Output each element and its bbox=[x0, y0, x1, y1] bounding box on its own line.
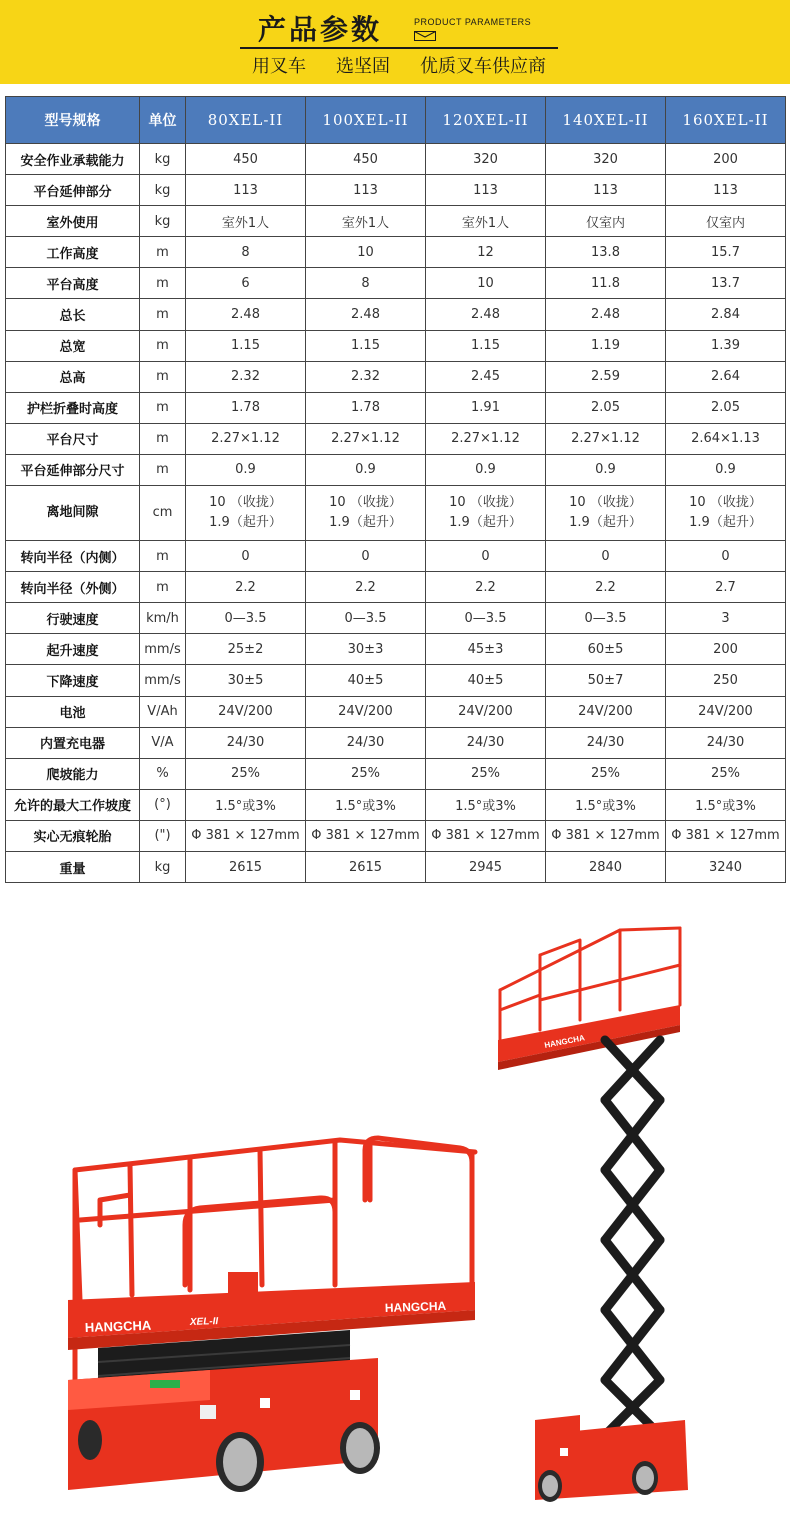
table-row bbox=[6, 330, 786, 361]
cell-line: 1.9（起升） bbox=[209, 515, 282, 531]
table-cell: 2.84 bbox=[666, 299, 786, 330]
brand-label: HANGCHA bbox=[84, 1317, 152, 1335]
row-label: 下降速度 bbox=[6, 665, 140, 696]
row-label: 工作高度 bbox=[6, 237, 140, 268]
raised-lift-image bbox=[498, 928, 688, 1502]
row-label: 实心无痕轮胎 bbox=[6, 820, 140, 851]
table-cell: 2.2 bbox=[426, 572, 546, 603]
table-cell: 0—3.5 bbox=[306, 603, 426, 634]
row-unit: mm/s bbox=[140, 634, 186, 665]
table-cell: 25% bbox=[426, 758, 546, 789]
table-cell: 113 bbox=[186, 175, 306, 206]
table-cell: 25% bbox=[666, 758, 786, 789]
table-cell: 0 bbox=[666, 541, 786, 572]
table-cell: 30±3 bbox=[306, 634, 426, 665]
row-unit: (°) bbox=[140, 789, 186, 820]
envelope-icon bbox=[414, 31, 436, 41]
table-cell: 2.2 bbox=[546, 572, 666, 603]
table-cell: 2.05 bbox=[546, 392, 666, 423]
table-cell: 200 bbox=[666, 144, 786, 175]
product-illustration bbox=[0, 900, 790, 1538]
row-label: 室外使用 bbox=[6, 206, 140, 237]
table-row bbox=[6, 299, 786, 330]
table-cell: 1.39 bbox=[666, 330, 786, 361]
table-row bbox=[6, 541, 786, 572]
table-cell: 0 bbox=[186, 541, 306, 572]
table-cell bbox=[426, 486, 546, 541]
table-cell: 113 bbox=[426, 175, 546, 206]
table-cell: 2.48 bbox=[546, 299, 666, 330]
table-cell: 45±3 bbox=[426, 634, 546, 665]
table-cell: 1.5°或3% bbox=[666, 789, 786, 820]
title-divider bbox=[240, 47, 558, 49]
table-cell: 2615 bbox=[186, 851, 306, 882]
row-label: 安全作业承载能力 bbox=[6, 144, 140, 175]
table-cell: 200 bbox=[666, 634, 786, 665]
table-cell: 1.78 bbox=[306, 392, 426, 423]
table-cell: 113 bbox=[666, 175, 786, 206]
table-cell: 0.9 bbox=[666, 454, 786, 485]
table-cell: Φ 381 × 127mm bbox=[186, 820, 306, 851]
table-row bbox=[6, 603, 786, 634]
table-cell: 3240 bbox=[666, 851, 786, 882]
table-cell: 仅室内 bbox=[546, 206, 666, 237]
table-cell: 1.5°或3% bbox=[546, 789, 666, 820]
table-row bbox=[6, 206, 786, 237]
row-label: 总宽 bbox=[6, 330, 140, 361]
table-cell: Φ 381 × 127mm bbox=[306, 820, 426, 851]
table-cell: 0.9 bbox=[426, 454, 546, 485]
table-cell: 24/30 bbox=[426, 727, 546, 758]
table-row bbox=[6, 572, 786, 603]
table-row bbox=[6, 268, 786, 299]
row-label: 允许的最大工作坡度 bbox=[6, 789, 140, 820]
row-unit: (") bbox=[140, 820, 186, 851]
table-cell: 2.27×1.12 bbox=[546, 423, 666, 454]
table-cell: 2840 bbox=[546, 851, 666, 882]
row-label: 起升速度 bbox=[6, 634, 140, 665]
slogan-2: 选坚固 bbox=[336, 56, 390, 77]
table-row bbox=[6, 454, 786, 485]
header-model: 120XEL-II bbox=[426, 97, 546, 144]
table-cell: 2.7 bbox=[666, 572, 786, 603]
table-cell: 2.05 bbox=[666, 392, 786, 423]
table-row bbox=[6, 789, 786, 820]
table-cell: 室外1人 bbox=[186, 206, 306, 237]
table-cell: 0—3.5 bbox=[186, 603, 306, 634]
table-cell: 24/30 bbox=[186, 727, 306, 758]
row-unit: m bbox=[140, 268, 186, 299]
table-cell: 8 bbox=[306, 268, 426, 299]
table-cell: 2.27×1.12 bbox=[186, 423, 306, 454]
table-cell: 3 bbox=[666, 603, 786, 634]
table-cell: 0 bbox=[426, 541, 546, 572]
table-cell: 24V/200 bbox=[546, 696, 666, 727]
table-cell: 2.48 bbox=[186, 299, 306, 330]
table-cell: 2.27×1.12 bbox=[306, 423, 426, 454]
table-cell: 25±2 bbox=[186, 634, 306, 665]
row-unit: V/Ah bbox=[140, 696, 186, 727]
table-row bbox=[6, 727, 786, 758]
row-label: 平台延伸部分 bbox=[6, 175, 140, 206]
table-header-row bbox=[6, 97, 786, 144]
table-row bbox=[6, 144, 786, 175]
table-cell: 15.7 bbox=[666, 237, 786, 268]
table-cell: 0 bbox=[306, 541, 426, 572]
row-unit: kg bbox=[140, 175, 186, 206]
row-label: 重量 bbox=[6, 851, 140, 882]
lowered-lift-image bbox=[68, 1138, 475, 1492]
table-cell: 1.5°或3% bbox=[186, 789, 306, 820]
cell-line: 10 （收拢） bbox=[209, 495, 282, 511]
table-cell: 2.27×1.12 bbox=[426, 423, 546, 454]
cell-line: 1.9（起升） bbox=[689, 515, 762, 531]
table-cell: 24/30 bbox=[666, 727, 786, 758]
row-unit: kg bbox=[140, 144, 186, 175]
table-cell: 113 bbox=[306, 175, 426, 206]
row-label: 离地间隙 bbox=[6, 486, 140, 541]
row-label: 护栏折叠时高度 bbox=[6, 392, 140, 423]
table-cell: 2.45 bbox=[426, 361, 546, 392]
table-cell: 0—3.5 bbox=[546, 603, 666, 634]
header-model: 100XEL-II bbox=[306, 97, 426, 144]
table-cell: 2.48 bbox=[426, 299, 546, 330]
table-cell: 2615 bbox=[306, 851, 426, 882]
row-unit: V/A bbox=[140, 727, 186, 758]
table-cell: 8 bbox=[186, 237, 306, 268]
table-cell bbox=[186, 486, 306, 541]
table-cell: 2.32 bbox=[186, 361, 306, 392]
cell-line: 10 （收拢） bbox=[569, 495, 642, 511]
table-cell: 0.9 bbox=[306, 454, 426, 485]
row-label: 行驶速度 bbox=[6, 603, 140, 634]
row-unit: m bbox=[140, 392, 186, 423]
slogan-row bbox=[240, 52, 558, 78]
slogan-1: 用叉车 bbox=[252, 56, 306, 77]
row-label: 总高 bbox=[6, 361, 140, 392]
row-label: 电池 bbox=[6, 696, 140, 727]
row-unit: kg bbox=[140, 206, 186, 237]
table-cell: 2945 bbox=[426, 851, 546, 882]
table-row bbox=[6, 175, 786, 206]
row-label: 转向半径（内侧） bbox=[6, 541, 140, 572]
table-row bbox=[6, 758, 786, 789]
header-model: 80XEL-II bbox=[186, 97, 306, 144]
row-unit: cm bbox=[140, 486, 186, 541]
table-cell: 113 bbox=[546, 175, 666, 206]
table-cell: 25% bbox=[306, 758, 426, 789]
table-cell: 24V/200 bbox=[306, 696, 426, 727]
table-row bbox=[6, 237, 786, 268]
table-row bbox=[6, 392, 786, 423]
table-cell: 1.15 bbox=[186, 330, 306, 361]
table-cell: 0—3.5 bbox=[426, 603, 546, 634]
table-cell: 2.48 bbox=[306, 299, 426, 330]
table-row bbox=[6, 820, 786, 851]
header-spec: 型号规格 bbox=[6, 97, 140, 144]
header-model: 160XEL-II bbox=[666, 97, 786, 144]
table-cell: 室外1人 bbox=[306, 206, 426, 237]
table-row bbox=[6, 696, 786, 727]
cell-line: 1.9（起升） bbox=[329, 515, 402, 531]
row-label: 转向半径（外侧） bbox=[6, 572, 140, 603]
table-cell: 0 bbox=[546, 541, 666, 572]
table-cell: 1.19 bbox=[546, 330, 666, 361]
table-cell: 2.2 bbox=[306, 572, 426, 603]
row-label: 内置充电器 bbox=[6, 727, 140, 758]
row-unit: km/h bbox=[140, 603, 186, 634]
table-cell: 2.2 bbox=[186, 572, 306, 603]
table-cell: 2.64×1.13 bbox=[666, 423, 786, 454]
table-cell: 6 bbox=[186, 268, 306, 299]
spec-table bbox=[5, 96, 786, 883]
table-cell: 1.5°或3% bbox=[306, 789, 426, 820]
page-subtitle-en: PRODUCT PARAMETERS bbox=[414, 17, 532, 27]
table-row bbox=[6, 423, 786, 454]
table-cell: 1.91 bbox=[426, 392, 546, 423]
row-unit: m bbox=[140, 299, 186, 330]
table-cell: 40±5 bbox=[426, 665, 546, 696]
spec-table-body bbox=[6, 144, 786, 883]
header-model: 140XEL-II bbox=[546, 97, 666, 144]
table-cell: 1.15 bbox=[306, 330, 426, 361]
row-label: 平台延伸部分尺寸 bbox=[6, 454, 140, 485]
table-row bbox=[6, 634, 786, 665]
brand-label-side: HANGCHA bbox=[384, 1298, 447, 1315]
slogan-3: 优质叉车供应商 bbox=[420, 56, 546, 77]
table-cell: 1.15 bbox=[426, 330, 546, 361]
table-cell: 10 bbox=[426, 268, 546, 299]
table-row bbox=[6, 665, 786, 696]
cell-line: 1.9（起升） bbox=[569, 515, 642, 531]
table-cell: 250 bbox=[666, 665, 786, 696]
table-cell: 24V/200 bbox=[666, 696, 786, 727]
table-cell: 24V/200 bbox=[426, 696, 546, 727]
row-label: 平台高度 bbox=[6, 268, 140, 299]
table-cell: 10 bbox=[306, 237, 426, 268]
table-cell: 12 bbox=[426, 237, 546, 268]
table-cell: 25% bbox=[546, 758, 666, 789]
cell-line: 10 （收拢） bbox=[449, 495, 522, 511]
table-cell: 40±5 bbox=[306, 665, 426, 696]
table-cell bbox=[666, 486, 786, 541]
table-cell: Φ 381 × 127mm bbox=[546, 820, 666, 851]
table-cell: 2.32 bbox=[306, 361, 426, 392]
row-unit: % bbox=[140, 758, 186, 789]
table-cell: 320 bbox=[546, 144, 666, 175]
table-cell: 1.78 bbox=[186, 392, 306, 423]
table-cell: 2.59 bbox=[546, 361, 666, 392]
table-cell: 24/30 bbox=[546, 727, 666, 758]
table-row bbox=[6, 486, 786, 541]
row-unit: m bbox=[140, 237, 186, 268]
header-unit: 单位 bbox=[140, 97, 186, 144]
brand-label-raised: HANGCHA bbox=[543, 1033, 586, 1050]
table-cell: 24V/200 bbox=[186, 696, 306, 727]
table-cell: 60±5 bbox=[546, 634, 666, 665]
table-row bbox=[6, 361, 786, 392]
row-unit: m bbox=[140, 541, 186, 572]
table-cell: 450 bbox=[306, 144, 426, 175]
table-cell: 室外1人 bbox=[426, 206, 546, 237]
table-cell bbox=[306, 486, 426, 541]
header-banner bbox=[0, 0, 790, 84]
row-unit: m bbox=[140, 423, 186, 454]
table-cell bbox=[546, 486, 666, 541]
page-title: 产品参数 bbox=[258, 13, 383, 46]
table-cell: 0.9 bbox=[186, 454, 306, 485]
table-cell: 仅室内 bbox=[666, 206, 786, 237]
row-unit: kg bbox=[140, 851, 186, 882]
table-cell: 0.9 bbox=[546, 454, 666, 485]
row-unit: m bbox=[140, 361, 186, 392]
table-cell: 450 bbox=[186, 144, 306, 175]
row-unit: m bbox=[140, 454, 186, 485]
cell-line: 1.9（起升） bbox=[449, 515, 522, 531]
table-cell: 2.64 bbox=[666, 361, 786, 392]
table-cell: Φ 381 × 127mm bbox=[666, 820, 786, 851]
table-cell: 1.5°或3% bbox=[426, 789, 546, 820]
table-cell: 320 bbox=[426, 144, 546, 175]
table-cell: 50±7 bbox=[546, 665, 666, 696]
table-cell: 25% bbox=[186, 758, 306, 789]
cell-line: 10 （收拢） bbox=[689, 495, 762, 511]
row-label: 平台尺寸 bbox=[6, 423, 140, 454]
table-cell: 13.8 bbox=[546, 237, 666, 268]
row-label: 总长 bbox=[6, 299, 140, 330]
cell-line: 10 （收拢） bbox=[329, 495, 402, 511]
table-cell: 24/30 bbox=[306, 727, 426, 758]
row-label: 爬坡能力 bbox=[6, 758, 140, 789]
table-cell: 11.8 bbox=[546, 268, 666, 299]
model-badge: XEL-II bbox=[189, 1316, 219, 1328]
row-unit: m bbox=[140, 330, 186, 361]
table-cell: 13.7 bbox=[666, 268, 786, 299]
row-unit: m bbox=[140, 572, 186, 603]
table-row bbox=[6, 851, 786, 882]
table-cell: Φ 381 × 127mm bbox=[426, 820, 546, 851]
row-unit: mm/s bbox=[140, 665, 186, 696]
table-cell: 30±5 bbox=[186, 665, 306, 696]
